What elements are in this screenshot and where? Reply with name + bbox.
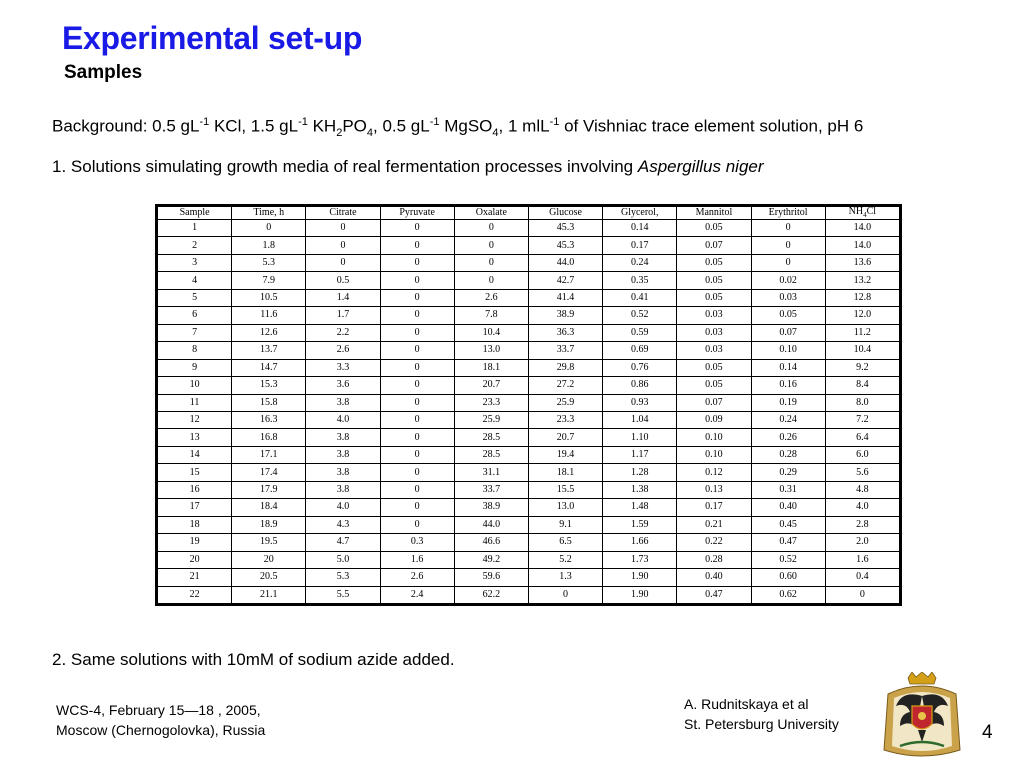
table-cell: 16 xyxy=(158,481,232,498)
table-cell: 0 xyxy=(454,220,528,237)
table-cell: 0.05 xyxy=(677,377,751,394)
table-cell: 20.7 xyxy=(454,377,528,394)
table-cell: 12.6 xyxy=(232,324,306,341)
table-row xyxy=(158,359,900,376)
table-cell: 15.5 xyxy=(528,481,602,498)
organism-name: Aspergillus niger xyxy=(637,157,764,176)
table-cell: 1.6 xyxy=(380,551,454,568)
table-cell: 38.9 xyxy=(454,499,528,516)
table-cell: 0.76 xyxy=(603,359,677,376)
table-cell: 18.1 xyxy=(454,359,528,376)
table-cell: 0 xyxy=(380,254,454,271)
table-cell: 0 xyxy=(380,377,454,394)
table-cell: 0 xyxy=(306,220,380,237)
table-cell: 0 xyxy=(380,446,454,463)
table-cell: 19.5 xyxy=(232,534,306,551)
table-cell: 0 xyxy=(306,237,380,254)
table-cell: 0.26 xyxy=(751,429,825,446)
table-cell: 8 xyxy=(158,342,232,359)
table-cell: 42.7 xyxy=(528,272,602,289)
table-cell: 1.4 xyxy=(306,289,380,306)
table-cell: 8.0 xyxy=(825,394,899,411)
table-cell: 22 xyxy=(158,586,232,603)
table-cell: 0.07 xyxy=(751,324,825,341)
table-cell: 0.12 xyxy=(677,464,751,481)
table-cell: 1.48 xyxy=(603,499,677,516)
table-cell: 44.0 xyxy=(454,516,528,533)
table-cell: 0.31 xyxy=(751,481,825,498)
table-cell: 13.0 xyxy=(454,342,528,359)
table-cell: 28.5 xyxy=(454,429,528,446)
table-cell: 9 xyxy=(158,359,232,376)
table-cell: 6.0 xyxy=(825,446,899,463)
table-cell: 0.05 xyxy=(751,307,825,324)
table-cell: 5.2 xyxy=(528,551,602,568)
table-cell: 20 xyxy=(232,551,306,568)
table-cell: 9.1 xyxy=(528,516,602,533)
table-row xyxy=(158,220,900,237)
table-cell: 0.17 xyxy=(603,237,677,254)
table-cell: 0 xyxy=(380,481,454,498)
table-cell: 7.2 xyxy=(825,411,899,428)
column-header: Mannitol xyxy=(677,207,751,220)
table-cell: 2.8 xyxy=(825,516,899,533)
table-cell: 0.4 xyxy=(825,569,899,586)
table-cell: 0.28 xyxy=(751,446,825,463)
table-cell: 0 xyxy=(232,220,306,237)
table-cell: 0.40 xyxy=(677,569,751,586)
table-cell: 4.3 xyxy=(306,516,380,533)
table-cell: 0.52 xyxy=(751,551,825,568)
table-row xyxy=(158,394,900,411)
table-cell: 0.41 xyxy=(603,289,677,306)
table-cell: 4.0 xyxy=(825,499,899,516)
table-cell: 1.66 xyxy=(603,534,677,551)
table-cell: 17.1 xyxy=(232,446,306,463)
table-cell: 5.3 xyxy=(232,254,306,271)
table-cell: 2.6 xyxy=(380,569,454,586)
table-cell: 0.03 xyxy=(677,324,751,341)
table-cell: 41.4 xyxy=(528,289,602,306)
table-cell: 0.14 xyxy=(603,220,677,237)
table-cell: 1.7 xyxy=(306,307,380,324)
table-cell: 0.22 xyxy=(677,534,751,551)
table-row xyxy=(158,289,900,306)
table-cell: 5.3 xyxy=(306,569,380,586)
table-cell: 0.29 xyxy=(751,464,825,481)
table-body xyxy=(158,220,900,604)
table-row xyxy=(158,534,900,551)
table-cell: 1.8 xyxy=(232,237,306,254)
table-cell: 15.3 xyxy=(232,377,306,394)
table-cell: 20 xyxy=(158,551,232,568)
table-row xyxy=(158,516,900,533)
table-cell: 0 xyxy=(380,499,454,516)
table-cell: 13.6 xyxy=(825,254,899,271)
table-cell: 5 xyxy=(158,289,232,306)
table-cell: 1.10 xyxy=(603,429,677,446)
table-cell: 0.05 xyxy=(677,254,751,271)
table-cell: 0 xyxy=(454,254,528,271)
table-cell: 0.05 xyxy=(677,359,751,376)
table-cell: 0.10 xyxy=(677,446,751,463)
table-cell: 0.13 xyxy=(677,481,751,498)
table-cell: 13.2 xyxy=(825,272,899,289)
samples-table xyxy=(157,206,900,604)
table-cell: 1.6 xyxy=(825,551,899,568)
table-row xyxy=(158,429,900,446)
table-cell: 3.3 xyxy=(306,359,380,376)
table-cell: 0.19 xyxy=(751,394,825,411)
table-row xyxy=(158,377,900,394)
table-cell: 28.5 xyxy=(454,446,528,463)
table-cell: 0.16 xyxy=(751,377,825,394)
table-cell: 0.07 xyxy=(677,394,751,411)
table-cell: 14.0 xyxy=(825,237,899,254)
table-cell: 0.03 xyxy=(677,342,751,359)
table-cell: 0.24 xyxy=(751,411,825,428)
table-cell: 3 xyxy=(158,254,232,271)
table-cell: 0 xyxy=(825,586,899,603)
column-header: Pyruvate xyxy=(380,207,454,220)
table-cell: 0.60 xyxy=(751,569,825,586)
table-cell: 3.8 xyxy=(306,446,380,463)
column-header: Glycerol, xyxy=(603,207,677,220)
table-header-row xyxy=(158,207,900,220)
table-cell: 6.4 xyxy=(825,429,899,446)
table-cell: 0 xyxy=(380,307,454,324)
table-cell: 14.0 xyxy=(825,220,899,237)
table-cell: 20.7 xyxy=(528,429,602,446)
table-cell: 0 xyxy=(380,464,454,481)
table-cell: 4.0 xyxy=(306,411,380,428)
table-cell: 16.3 xyxy=(232,411,306,428)
table-cell: 16.8 xyxy=(232,429,306,446)
table-cell: 0.07 xyxy=(677,237,751,254)
table-cell: 0.10 xyxy=(677,429,751,446)
table-cell: 0 xyxy=(380,516,454,533)
table-cell: 62.2 xyxy=(454,586,528,603)
page-number: 4 xyxy=(982,722,993,743)
table-cell: 0 xyxy=(454,272,528,289)
table-cell: 23.3 xyxy=(528,411,602,428)
table-cell: 0.86 xyxy=(603,377,677,394)
column-header: Time, h xyxy=(232,207,306,220)
table-row xyxy=(158,254,900,271)
table-cell: 1 xyxy=(158,220,232,237)
table-cell: 0.35 xyxy=(603,272,677,289)
table-cell: 44.0 xyxy=(528,254,602,271)
table-cell: 7.8 xyxy=(454,307,528,324)
table-cell: 0 xyxy=(380,359,454,376)
table-cell: 18.9 xyxy=(232,516,306,533)
table-cell: 3.8 xyxy=(306,429,380,446)
table-cell: 9.2 xyxy=(825,359,899,376)
table-cell: 5.6 xyxy=(825,464,899,481)
table-cell: 3.8 xyxy=(306,394,380,411)
table-cell: 31.1 xyxy=(454,464,528,481)
table-cell: 14 xyxy=(158,446,232,463)
table-cell: 6 xyxy=(158,307,232,324)
table-cell: 0 xyxy=(380,429,454,446)
table-cell: 4.7 xyxy=(306,534,380,551)
samples-table-frame xyxy=(155,204,902,606)
table-cell: 1.90 xyxy=(603,569,677,586)
table-cell: 0.93 xyxy=(603,394,677,411)
table-cell: 0.59 xyxy=(603,324,677,341)
table-cell: 13.0 xyxy=(528,499,602,516)
table-cell: 0.69 xyxy=(603,342,677,359)
table-cell: 0.05 xyxy=(677,289,751,306)
table-cell: 13 xyxy=(158,429,232,446)
table-cell: 45.3 xyxy=(528,237,602,254)
table-cell: 0.09 xyxy=(677,411,751,428)
table-cell: 17.9 xyxy=(232,481,306,498)
table-cell: 1.04 xyxy=(603,411,677,428)
table-cell: 25.9 xyxy=(528,394,602,411)
solution-1-text: 1. Solutions simulating growth media of real fermentation processes involving Aspergillus niger xyxy=(52,157,764,176)
column-header: Oxalate xyxy=(454,207,528,220)
table-cell: 0 xyxy=(380,289,454,306)
table-cell: 3.6 xyxy=(306,377,380,394)
table-cell: 1.90 xyxy=(603,586,677,603)
table-cell: 1.59 xyxy=(603,516,677,533)
table-cell: 0.62 xyxy=(751,586,825,603)
table-cell: 0.3 xyxy=(380,534,454,551)
table-row xyxy=(158,446,900,463)
table-cell: 0 xyxy=(528,586,602,603)
table-cell: 0 xyxy=(380,324,454,341)
table-cell: 2 xyxy=(158,237,232,254)
table-cell: 1.3 xyxy=(528,569,602,586)
table-cell: 0.14 xyxy=(751,359,825,376)
table-cell: 3.8 xyxy=(306,464,380,481)
table-cell: 0.47 xyxy=(751,534,825,551)
table-cell: 0.10 xyxy=(751,342,825,359)
solution-2-text: 2. Same solutions with 10mM of sodium azide added. xyxy=(52,650,455,669)
table-cell: 0 xyxy=(751,237,825,254)
table-cell: 5.0 xyxy=(306,551,380,568)
university-coat-of-arms-icon xyxy=(878,672,966,762)
table-cell: 1.28 xyxy=(603,464,677,481)
table-cell: 0.17 xyxy=(677,499,751,516)
table-cell: 4.8 xyxy=(825,481,899,498)
table-cell: 7.9 xyxy=(232,272,306,289)
table-row xyxy=(158,481,900,498)
table-row xyxy=(158,499,900,516)
table-cell: 59.6 xyxy=(454,569,528,586)
column-header-nh4cl: $NH_4Cl$ xyxy=(825,207,899,220)
table-cell: 10.4 xyxy=(825,342,899,359)
table-cell: 2.4 xyxy=(380,586,454,603)
table-cell: 18 xyxy=(158,516,232,533)
table-cell: 21 xyxy=(158,569,232,586)
table-cell: 12.0 xyxy=(825,307,899,324)
column-header: Erythritol xyxy=(751,207,825,220)
table-cell: 0.03 xyxy=(677,307,751,324)
table-cell: 3.8 xyxy=(306,481,380,498)
table-cell: 33.7 xyxy=(528,342,602,359)
table-cell: 0.21 xyxy=(677,516,751,533)
table-cell: 49.2 xyxy=(454,551,528,568)
table-row xyxy=(158,551,900,568)
table-cell: 21.1 xyxy=(232,586,306,603)
table-row xyxy=(158,307,900,324)
table-cell: 0.52 xyxy=(603,307,677,324)
table-cell: 4 xyxy=(158,272,232,289)
table-cell: 0.03 xyxy=(751,289,825,306)
table-row xyxy=(158,569,900,586)
table-cell: 1.17 xyxy=(603,446,677,463)
table-cell: 0.24 xyxy=(603,254,677,271)
table-cell: 0.45 xyxy=(751,516,825,533)
table-cell: 33.7 xyxy=(454,481,528,498)
table-cell: 0 xyxy=(380,220,454,237)
table-row xyxy=(158,586,900,603)
table-cell: 18.1 xyxy=(528,464,602,481)
table-cell: 0 xyxy=(454,237,528,254)
table-cell: 19.4 xyxy=(528,446,602,463)
slide-title: Experimental set-up xyxy=(62,20,363,56)
table-row xyxy=(158,324,900,341)
column-header: Sample xyxy=(158,207,232,220)
table-cell: 0 xyxy=(380,411,454,428)
table-cell: 46.6 xyxy=(454,534,528,551)
table-cell: 0 xyxy=(306,254,380,271)
table-row xyxy=(158,411,900,428)
table-cell: 25.9 xyxy=(454,411,528,428)
table-cell: 11.6 xyxy=(232,307,306,324)
table-cell: 12.8 xyxy=(825,289,899,306)
table-cell: 0.02 xyxy=(751,272,825,289)
table-cell: 0 xyxy=(751,254,825,271)
table-cell: 14.7 xyxy=(232,359,306,376)
table-cell: 0 xyxy=(380,272,454,289)
table-cell: 27.2 xyxy=(528,377,602,394)
table-cell: 13.7 xyxy=(232,342,306,359)
table-cell: 17.4 xyxy=(232,464,306,481)
table-cell: 10 xyxy=(158,377,232,394)
table-cell: 0 xyxy=(380,342,454,359)
table-cell: 2.2 xyxy=(306,324,380,341)
table-cell: 0.5 xyxy=(306,272,380,289)
table-cell: 11 xyxy=(158,394,232,411)
table-row xyxy=(158,464,900,481)
table-cell: 4.0 xyxy=(306,499,380,516)
table-cell: 8.4 xyxy=(825,377,899,394)
table-cell: 0 xyxy=(380,237,454,254)
table-cell: 2.6 xyxy=(306,342,380,359)
table-cell: 0.47 xyxy=(677,586,751,603)
table-cell: 2.6 xyxy=(454,289,528,306)
table-cell: 1.38 xyxy=(603,481,677,498)
table-cell: 1.73 xyxy=(603,551,677,568)
table-cell: 6.5 xyxy=(528,534,602,551)
table-cell: 0.28 xyxy=(677,551,751,568)
table-cell: 0.40 xyxy=(751,499,825,516)
table-cell: 12 xyxy=(158,411,232,428)
table-cell: 20.5 xyxy=(232,569,306,586)
table-cell: 10.4 xyxy=(454,324,528,341)
table-cell: 0.05 xyxy=(677,220,751,237)
table-cell: 38.9 xyxy=(528,307,602,324)
table-cell: 36.3 xyxy=(528,324,602,341)
table-cell: 2.0 xyxy=(825,534,899,551)
table-cell: 0.05 xyxy=(677,272,751,289)
table-cell: 5.5 xyxy=(306,586,380,603)
table-cell: 45.3 xyxy=(528,220,602,237)
table-cell: 15.8 xyxy=(232,394,306,411)
table-row xyxy=(158,342,900,359)
table-cell: 29.8 xyxy=(528,359,602,376)
table-row xyxy=(158,272,900,289)
table-cell: 15 xyxy=(158,464,232,481)
table-row xyxy=(158,237,900,254)
column-header: Citrate xyxy=(306,207,380,220)
table-cell: 17 xyxy=(158,499,232,516)
table-cell: 7 xyxy=(158,324,232,341)
column-header: Glucose xyxy=(528,207,602,220)
author-footer: A. Rudnitskaya et al St. Petersburg University xyxy=(684,696,839,732)
table-cell: 0 xyxy=(380,394,454,411)
table-cell: 23.3 xyxy=(454,394,528,411)
table-cell: 11.2 xyxy=(825,324,899,341)
slide-subtitle: Samples xyxy=(64,62,143,83)
conference-footer: WCS-4, February 15—18 , 2005, Moscow (Chernogolovka), Russia xyxy=(56,702,266,738)
table-cell: 18.4 xyxy=(232,499,306,516)
background-medium-text: Background: 0.5 $gL^{-1}$ KCl, 1.5 $gL^{-1}$ $KH_2PO_4$, 0.5 $gL^{-1}$ MgSO$_4$, 1 mlL$^{-1}$ of Vishniac trace element solution, pH 6 xyxy=(52,116,864,140)
table-cell: 10.5 xyxy=(232,289,306,306)
table-cell: 0 xyxy=(751,220,825,237)
table-cell: 19 xyxy=(158,534,232,551)
